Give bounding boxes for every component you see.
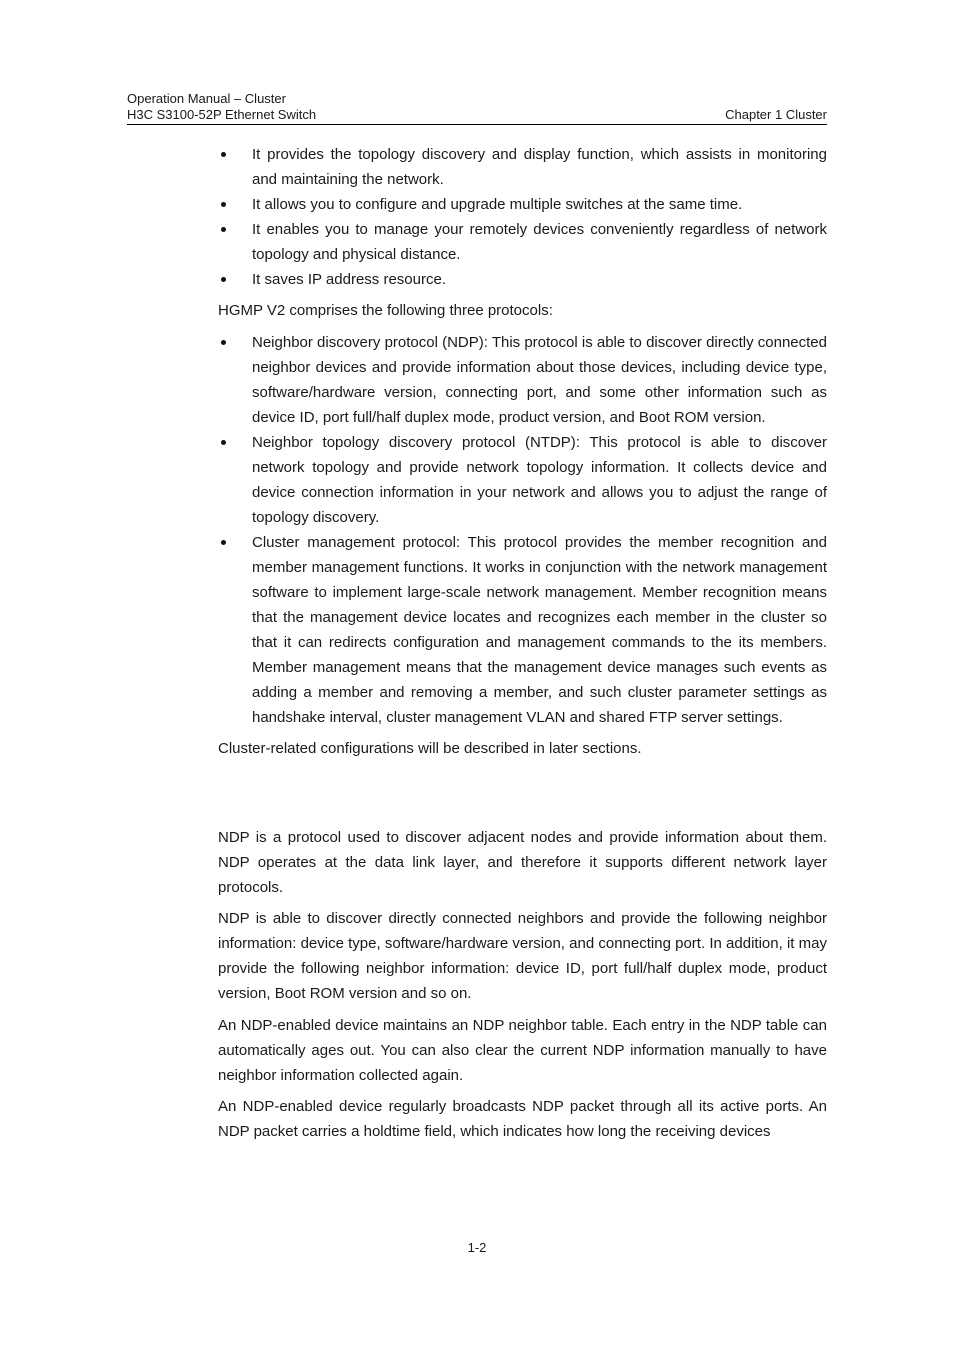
header-row-1 (127, 91, 827, 107)
page-footer (0, 1240, 954, 1256)
chapter-title: Chapter 1 Cluster (725, 107, 827, 122)
list-item (218, 267, 827, 292)
product-name: H3C S3100-52P Ethernet Switch (127, 107, 317, 122)
protocols-list (218, 330, 827, 730)
bullet-icon (221, 277, 226, 282)
cluster-config-note: Cluster-related configurations will be described in later sections. (218, 740, 642, 757)
list-item (218, 530, 827, 730)
list-item-text: It allows you to configure and upgrade multiple switches at the same time. (252, 196, 743, 213)
header-row-2 (127, 107, 827, 123)
list-item-text: Neighbor topology discovery protocol (NTDP): This protocol is able to discover network topology and provide network topology information. It collects device and device connection information in your network and allows you to adjust the range of topology discovery. (252, 434, 827, 526)
page-header (127, 91, 827, 123)
list-item-text: It saves IP address resource. (252, 271, 446, 288)
list-item (218, 330, 827, 430)
header-divider (127, 124, 827, 125)
list-item-text: It enables you to manage your remotely devices conveniently regardless of network topology and physical distance. (252, 221, 827, 263)
ndp-paragraph: An NDP-enabled device maintains an NDP neighbor table. Each entry in the NDP table can automatically ages out. You can also clear the current NDP information manually to have neighbor information collected again. (218, 1017, 827, 1084)
bullet-icon (221, 202, 226, 207)
manual-title: Operation Manual – Cluster (127, 91, 286, 106)
list-item (218, 430, 827, 530)
bullet-icon (221, 340, 226, 345)
bullet-icon (221, 227, 226, 232)
benefits-list (218, 142, 827, 292)
list-item-text: It provides the topology discovery and display function, which assists in monitoring and maintaining the network. (252, 146, 827, 188)
protocols-intro: HGMP V2 comprises the following three protocols: (218, 302, 553, 319)
list-item-text: Cluster management protocol: This protocol provides the member recognition and member management functions. It works in conjunction with the network management software to implement large-scale network management. Member recognition means that the management device locates and recognizes each member in the cluster so that it can redirects configuration and management commands to the its members. Member management means that the management device manages such events as adding a member and removing a member, and such cluster parameter settings as handshake interval, cluster management VLAN and shared FTP server settings. (252, 534, 827, 726)
list-item (218, 142, 827, 192)
bullet-icon (221, 540, 226, 545)
page-number: 1-2 (467, 1240, 487, 1255)
bullet-icon (221, 440, 226, 445)
ndp-paragraph: NDP is able to discover directly connected neighbors and provide the following neighbor information: device type, software/hardware version, and connecting port. In addition, it may provide the following neighbor information: device ID, port full/half duplex mode, product version, Boot ROM version and so on. (218, 910, 827, 1002)
list-item (218, 217, 827, 267)
bullet-icon (221, 152, 226, 157)
page-content (218, 142, 827, 1144)
list-item (218, 192, 827, 217)
list-item-text: Neighbor discovery protocol (NDP): This protocol is able to discover directly connected neighbor devices and provide information about those devices, including device type, software/hardware version, connecting port, and some other information such as device ID, port full/half duplex mode, product version, and Boot ROM version. (252, 334, 827, 426)
ndp-paragraph: An NDP-enabled device regularly broadcasts NDP packet through all its active ports. An NDP packet carries a holdtime field, which indicates how long the receiving devices (218, 1098, 827, 1140)
ndp-paragraph: NDP is a protocol used to discover adjacent nodes and provide information about them. NDP operates at the data link layer, and therefore it supports different network layer protocols. (218, 829, 827, 896)
